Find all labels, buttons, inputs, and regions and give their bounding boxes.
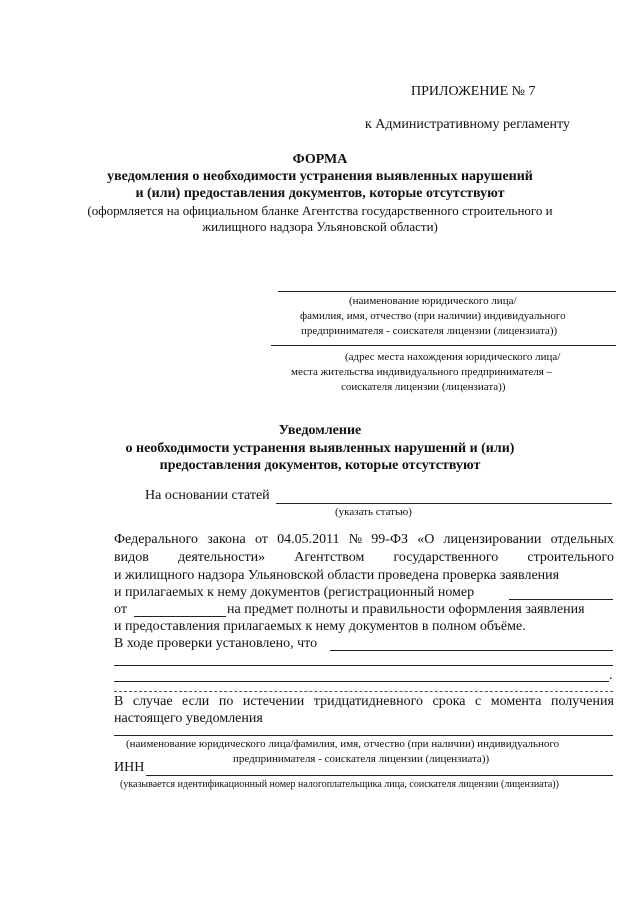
form-note-line2: жилищного надзора Ульяновской области) <box>202 219 438 234</box>
recipient-field[interactable] <box>114 735 613 736</box>
addressee-name-hint-1: (наименование юридического лица/ <box>349 295 517 307</box>
date-field[interactable] <box>134 616 226 617</box>
check-label: В ходе проверки установлено, что <box>114 636 318 651</box>
addressee-name-hint-2: фамилия, имя, отчество (при наличии) индивидуального <box>300 310 566 322</box>
para1-line6: и предоставления прилагаемых к нему документов в полном объёме. <box>114 619 526 634</box>
para2-line1: В случае если по истечении тридцатидневного срока с момента получения <box>114 694 614 709</box>
addressee-name-line <box>278 291 616 292</box>
para1-line2: видов деятельности» Агентством государственного строительного <box>114 550 614 565</box>
basis-hint: (указать статью) <box>335 506 412 518</box>
check-result-field-1[interactable] <box>330 650 613 651</box>
recipient-hint-2: предпринимателя - соискателя лицензии (лицензиата)) <box>233 753 490 765</box>
notice-title: Уведомление <box>278 423 362 438</box>
addressee-address-hint-3: соискателя лицензии (лицензиата)) <box>341 381 506 393</box>
period-mark: . <box>609 668 613 683</box>
inn-label: ИНН <box>114 760 145 775</box>
form-subtitle-line2: и (или) предоставления документов, которые отсутствуют <box>135 186 505 201</box>
notice-subtitle-line2: предоставления документов, которые отсутствуют <box>159 458 481 473</box>
addressee-address-hint-2: места жительства индивидуального предпринимателя – <box>291 366 553 378</box>
para1-line3: и жилищного надзора Ульяновской области проведена проверка заявления <box>114 568 560 583</box>
addressee-address-line <box>271 345 616 346</box>
form-subtitle-line1: уведомления о необходимости устранения выявленных нарушений <box>107 169 533 184</box>
addressee-address-hint-1: (адрес места нахождения юридического лица/ <box>345 351 561 363</box>
para1-line1: Федерального закона от 04.05.2011 № 99-ФЗ «О лицензировании отдельных <box>114 532 614 547</box>
para1-line5-from: от <box>114 602 127 617</box>
form-note-line1: (оформляется на официальном бланке Агентства государственного строительного и <box>87 203 553 218</box>
para2-line2: настоящего уведомления <box>114 711 263 726</box>
inn-field[interactable] <box>146 775 613 776</box>
form-title: ФОРМА <box>292 152 348 167</box>
appendix-number: ПРИЛОЖЕНИЕ № 7 <box>411 84 536 99</box>
para1-line5-rest: на предмет полноты и правильности оформления заявления <box>227 602 585 617</box>
addressee-name-hint-3: предпринимателя - соискателя лицензии (лицензиата)) <box>301 325 558 337</box>
inn-hint: (указывается идентификационный номер налогоплательщика лица, соискателя лицензии (лицензиата)) <box>120 779 559 790</box>
para1-line4: и прилагаемых к нему документов (регистрационный номер <box>114 585 475 600</box>
registration-number-field[interactable] <box>509 599 613 600</box>
check-result-field-2[interactable] <box>114 665 613 666</box>
regulation-reference: к Административному регламенту <box>365 117 570 132</box>
section-divider <box>114 691 613 692</box>
basis-label: На основании статей <box>145 488 270 503</box>
check-result-field-3[interactable] <box>114 681 609 682</box>
recipient-hint-1: (наименование юридического лица/фамилия, имя, отчество (при наличии) индивидуального <box>126 738 560 750</box>
notice-subtitle-line1: о необходимости устранения выявленных нарушений и (или) <box>125 441 515 456</box>
basis-field-line <box>276 503 612 504</box>
